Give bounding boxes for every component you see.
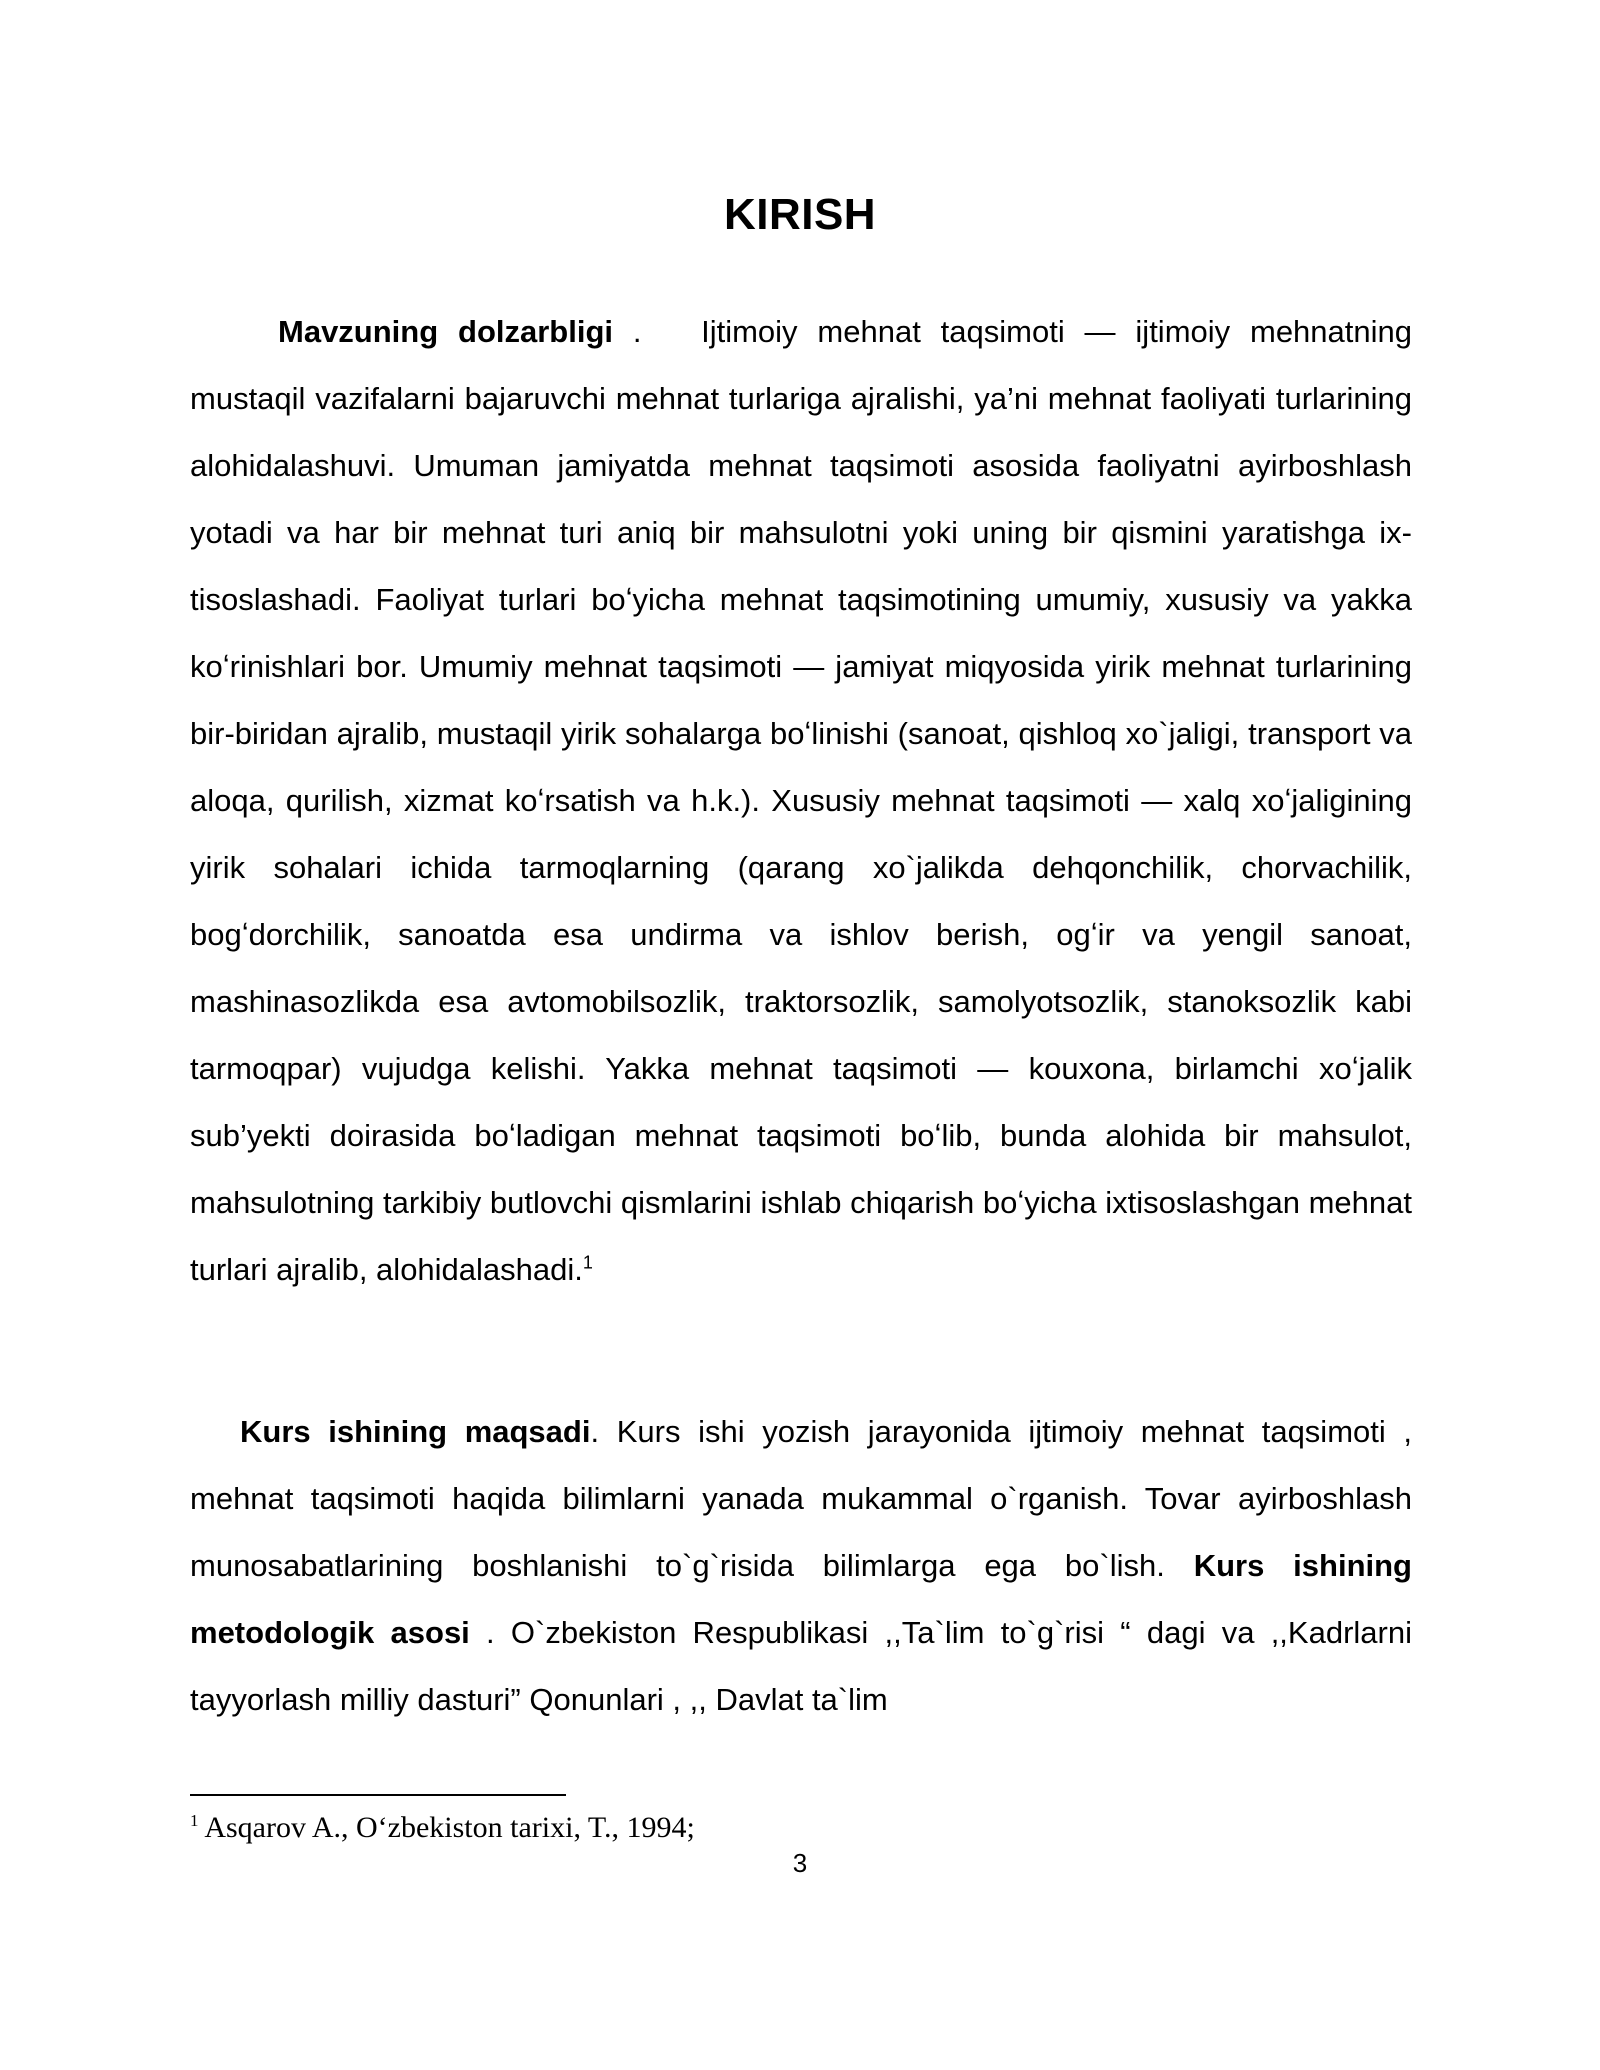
goal-text: . Kurs ishi yozish jarayonida ijtimoiy mehnat taqsimoti , mehnat taqsimoti haqida bilimlarni yanada mukammal o`rganish. Tovar ayirboshlash munosabatlarining boshlanishi to`g`risida bilimlarga ega bo`lish. <box>190 1414 1412 1583</box>
footnote-reference: 1 <box>582 1252 593 1273</box>
relevance-heading: Mavzuning dolzarbligi <box>278 314 614 349</box>
methodology-heading: Kurs ishining metodologik asosi <box>190 1548 1412 1650</box>
footnote <box>190 1808 695 1848</box>
goal-heading: Kurs ishining maqsadi <box>240 1414 591 1449</box>
paragraph-goal <box>190 1398 1412 1733</box>
methodology-text: . O`zbekiston Respublikasi ,,Ta`lim to`g`risi “ dagi va ,,Kadrlarni tayyorlash milliy dasturi” Qonunlari , ,, Davlat ta`lim <box>190 1615 1412 1717</box>
footnote-text: Asqarov A., Oʻzbekiston tarixi, T., 1994; <box>198 1811 695 1844</box>
page-title: KIRISH <box>723 190 877 239</box>
footnote-number: 1 <box>190 1811 199 1830</box>
paragraph-relevance <box>190 298 1412 1303</box>
relevance-text: Ijtimoiy mehnat taqsimoti — ijtimoiy mehnatning mustaqil vazifalarni bajaruvchi mehnat turlariga ajralishi, ya’ni mehnat faoliyati turlarining alohidalashuvi. Umuman jamiyatda mehnat taqsimoti asosida faoliyatni ayirboshlash yotadi va har bir mehnat turi aniq bir mahsulotni yoki uning bir qismini yaratishga ix-tisoslashadi. Faoliyat turlari boʻyicha mehnat taqsimotining umumiy, xususiy va yakka koʻrinishlari bor. Umumiy mehnat taqsimoti — jamiyat miqyosida yirik mehnat turlarining bir-biridan ajralib, mustaqil yirik sohalarga boʻlinishi (sanoat, qishloq xo`jaligi, transport va aloqa, qurilish, xizmat koʻrsatish va h.k.). Xususiy mehnat taqsimoti — xalq xoʻjaligining yirik sohalari ichida tarmoqlarning (qarang xo`jalikda dehqonchilik, chorvachilik, bogʻdorchilik, sanoatda esa undirma va ishlov berish, ogʻir va yengil sanoat, mashinasozlikda esa avtomobilsozlik, traktorsozlik, samolyotsozlik, stanoksozlik kabi tarmoqpar) vujudga kelishi. Yakka mehnat taqsimoti — kouxona, birlamchi xoʻjalik sub’yekti doirasida boʻladigan mehnat taqsimoti boʻlib, bunda alohida bir mahsulot, mahsulotning tarkibiy butlovchi qismlarini ishlab chiqarish boʻyicha ixtisoslashgan mehnat turlari ajralib, alohidalashadi. <box>190 314 1413 1287</box>
footnote-separator <box>190 1794 566 1796</box>
page-number: 3 <box>792 1848 808 1878</box>
relevance-heading-suffix: . <box>613 314 642 349</box>
